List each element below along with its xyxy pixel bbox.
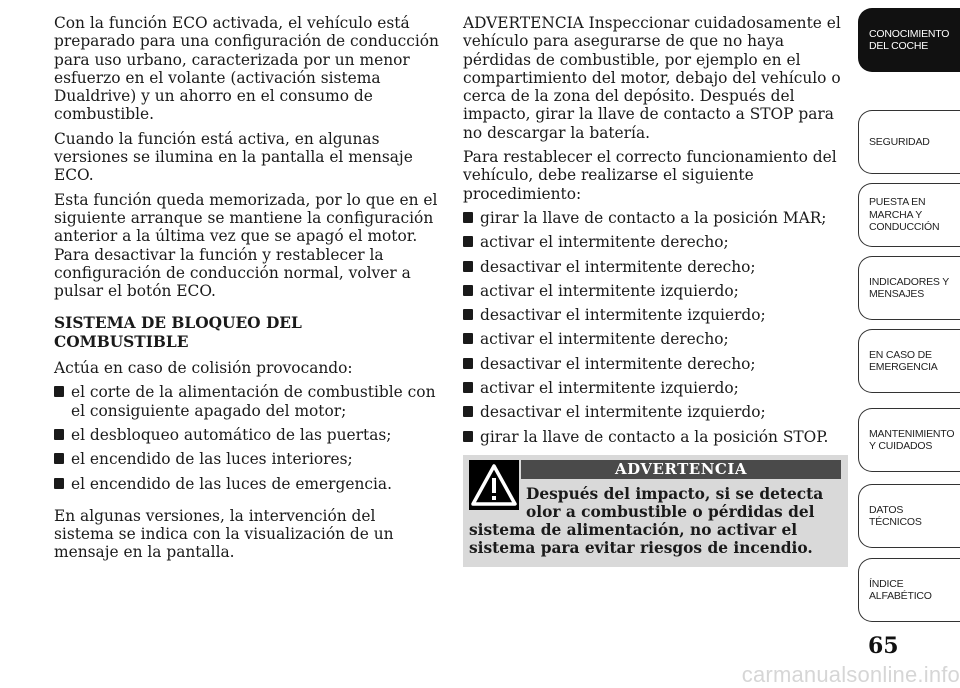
- checkbox-bullet-icon: [54, 453, 64, 464]
- tab-seguridad[interactable]: SEGURIDAD: [858, 110, 960, 174]
- right-column: [463, 14, 848, 452]
- checkbox-bullet-icon: [463, 309, 473, 320]
- collision-effects-list: [54, 383, 439, 492]
- eco-paragraph-3: Esta función queda memorizada, por lo que en el siguiente arranque se mantiene la configuración anterior a la última vez que se apagó el motor. Para desactivar la función y restablecer la configuración de conducción normal, volver a pulsar el botón ECO.: [54, 190, 438, 301]
- checkbox-bullet-icon: [463, 285, 473, 296]
- closing-paragraph: En algunas versiones, la intervención del sistema se indica con la visualización de un mensaje en la pantalla.: [54, 506, 394, 562]
- page-number: 65: [868, 633, 899, 659]
- list-item: girar la llave de contacto a la posición MAR;: [463, 209, 848, 227]
- procedure-steps-list: [463, 209, 848, 446]
- list-item: activar el intermitente izquierdo;: [463, 282, 848, 300]
- tab-puesta-en-marcha[interactable]: PUESTA EN MARCHA Y CONDUCCIÓN: [858, 183, 960, 247]
- tab-indicadores-y-mensajes[interactable]: INDICADORES Y MENSAJES: [858, 256, 960, 320]
- list-item: el desbloqueo automático de las puertas;: [54, 426, 439, 444]
- list-item: desactivar el intermitente izquierdo;: [463, 306, 848, 324]
- advisory-paragraph: ADVERTENCIA Inspeccionar cuidadosamente el vehículo para asegurarse de que no haya pérdidas de combustible, por ejemplo en el compartimiento del motor, debajo del vehículo o cerca de la zona del depósito. Después del impacto, girar la llave de contacto a STOP para no descargar la batería.: [463, 14, 841, 142]
- list-item: el corte de la alimentación de combustible con el consiguiente apagado del motor;: [54, 383, 439, 420]
- warning-text: Después del impacto, si se detecta olor a combustible o pérdidas del sistema de alimentación, no activar el sistema para evitar riesgos de incendio.: [469, 485, 824, 557]
- checkbox-bullet-icon: [54, 429, 64, 440]
- tab-datos-tecnicos[interactable]: DATOS TÉCNICOS: [858, 484, 960, 548]
- checkbox-bullet-icon: [463, 333, 473, 344]
- checkbox-bullet-icon: [463, 358, 473, 369]
- list-item: desactivar el intermitente derecho;: [463, 355, 848, 373]
- procedure-intro: Para restablecer el correcto funcionamiento del vehículo, debe realizarse el siguiente procedimiento:: [463, 148, 837, 203]
- checkbox-bullet-icon: [463, 382, 473, 393]
- chapter-tabs: [858, 0, 960, 660]
- checkbox-bullet-icon: [463, 431, 473, 442]
- checkbox-bullet-icon: [463, 236, 473, 247]
- checkbox-bullet-icon: [54, 478, 64, 489]
- tab-conocimiento-del-coche[interactable]: CONOCIMIENTO DEL COCHE: [858, 8, 960, 72]
- list-item: activar el intermitente izquierdo;: [463, 379, 848, 397]
- list-item: el encendido de las luces interiores;: [54, 450, 439, 468]
- tab-mantenimiento-y-cuidados[interactable]: MANTENIMIENTO Y CUIDADOS: [858, 408, 960, 472]
- eco-paragraph-1: Con la función ECO activada, el vehículo está preparado para una configuración de conducción para uso urbano, caracterizada por un menor esfuerzo en el volante (activación sistema Dualdrive) y un ahorro en el consumo de combustible.: [54, 14, 439, 124]
- checkbox-bullet-icon: [54, 386, 64, 397]
- list-item: activar el intermitente derecho;: [463, 330, 848, 348]
- tab-en-caso-de-emergencia[interactable]: EN CASO DE EMERGENCIA: [858, 329, 960, 393]
- checkbox-bullet-icon: [463, 261, 473, 272]
- left-column: [54, 14, 439, 568]
- section-heading: SISTEMA DE BLOQUEO DEL COMBUSTIBLE: [54, 314, 302, 351]
- eco-paragraph-2: Cuando la función está activa, en algunas versiones se ilumina en la pantalla el mensaje ECO.: [54, 129, 413, 185]
- warning-box: [463, 455, 848, 567]
- list-item: desactivar el intermitente izquierdo;: [463, 403, 848, 421]
- tab-indice-alfabetico[interactable]: ÍNDICE ALFABÉTICO: [858, 558, 960, 622]
- checkbox-bullet-icon: [463, 212, 473, 223]
- list-item: activar el intermitente derecho;: [463, 233, 848, 251]
- list-item: el encendido de las luces de emergencia.: [54, 475, 439, 493]
- list-item: girar la llave de contacto a la posición STOP.: [463, 428, 848, 446]
- warning-title: ADVERTENCIA: [521, 460, 841, 479]
- list-item: desactivar el intermitente derecho;: [463, 258, 848, 276]
- checkbox-bullet-icon: [463, 406, 473, 417]
- watermark: carmanualsonline.info: [741, 662, 960, 687]
- section-intro: Actúa en caso de colisión provocando:: [54, 359, 353, 378]
